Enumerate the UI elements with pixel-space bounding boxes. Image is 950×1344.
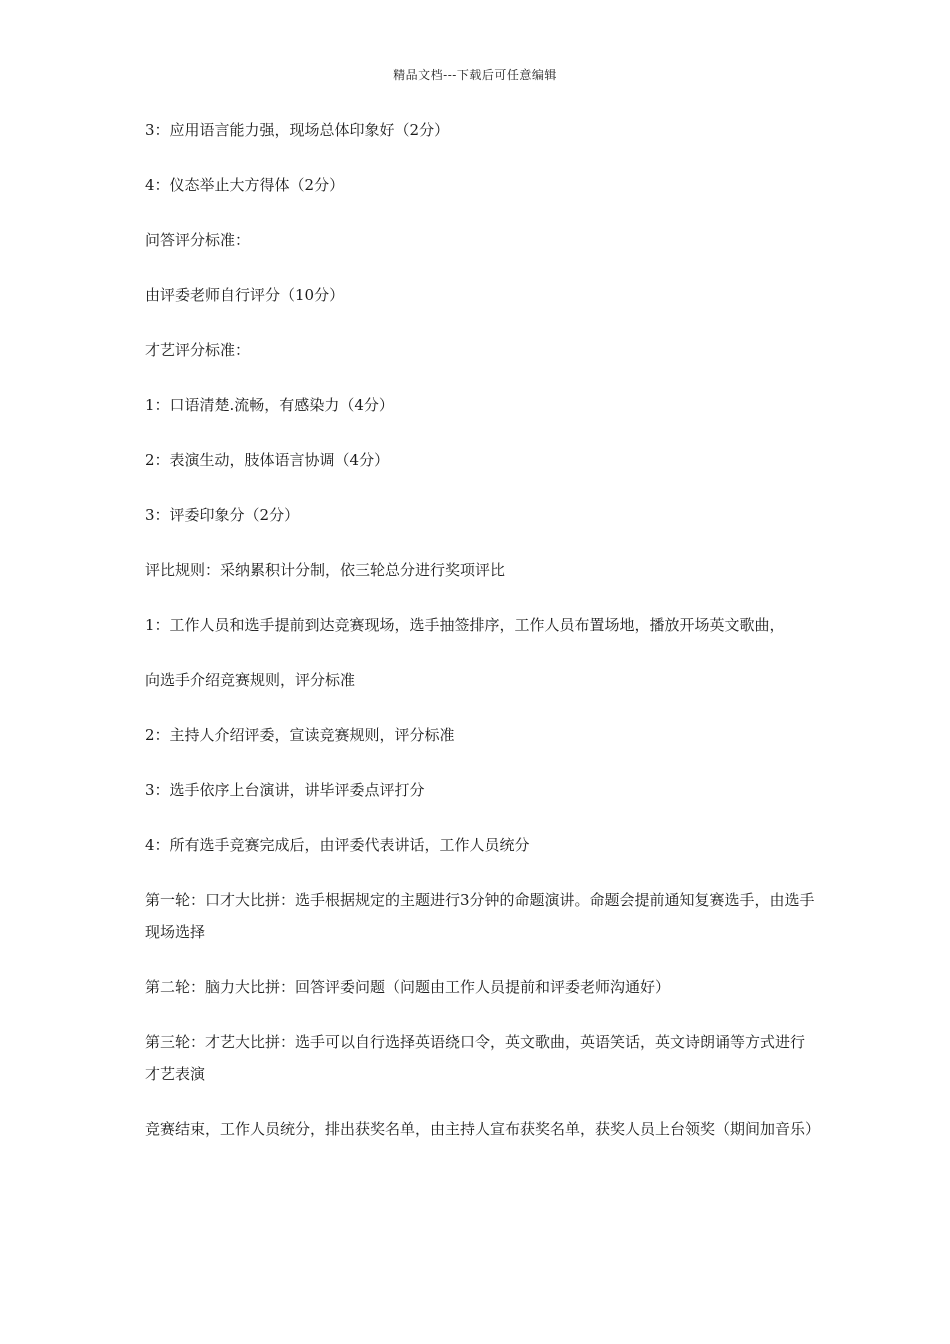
paragraph-judging-rules: 评比规则：采纳累积计分制，依三轮总分进行奖项评比 [145,561,506,579]
paragraph-talent-heading: 才艺评分标准： [145,341,251,359]
paragraph-scoring-language: 3：应用语言能力强，现场总体印象好（2分） [145,121,450,139]
paragraph-procedure-step-2: 2：主持人介绍评委，宣读竞赛规则，评分标准 [145,726,455,744]
paragraph-round-3: 第三轮：才艺大比拼：选手可以自行选择英语绕口令，英文歌曲，英语笑话，英文诗朗诵等方式进行才艺表演 [145,1033,806,1083]
paragraph-qa-heading: 问答评分标准： [145,231,251,249]
paragraph-procedure-step-1-cont: 向选手介绍竞赛规则，评分标准 [145,671,356,689]
paragraph-qa-rule: 由评委老师自行评分（10分） [145,286,345,304]
paragraph-round-1: 第一轮：口才大比拼：选手根据规定的主题进行3分钟的命题演讲。命题会提前通知复赛选手，由选手现场选择 [145,891,815,941]
paragraph-talent-oral: 1：口语清楚.流畅，有感染力（4分） [145,396,394,414]
paragraph-procedure-step-1: 1：工作人员和选手提前到达竞赛现场，选手抽签排序，工作人员布置场地，播放开场英文歌曲， [145,616,785,634]
paragraph-scoring-manner: 4：仪态举止大方得体（2分） [145,176,345,194]
paragraph-talent-impression: 3：评委印象分（2分） [145,506,300,524]
paragraph-procedure-step-3: 3：选手依序上台演讲，讲毕评委点评打分 [145,781,425,799]
paragraph-talent-performance: 2：表演生动，肢体语言协调（4分） [145,451,390,469]
paragraph-procedure-step-4: 4：所有选手竞赛完成后，由评委代表讲话，工作人员统分 [145,836,530,854]
page-header: 精品文档---下载后可任意编辑 [393,68,557,82]
document-body [145,114,821,1168]
paragraph-closing: 竞赛结束，工作人员统分，排出获奖名单，由主持人宣布获奖名单，获奖人员上台领奖（期间加音乐） [145,1120,821,1138]
paragraph-round-2: 第二轮：脑力大比拼：回答评委问题（问题由工作人员提前和评委老师沟通好） [145,978,671,996]
